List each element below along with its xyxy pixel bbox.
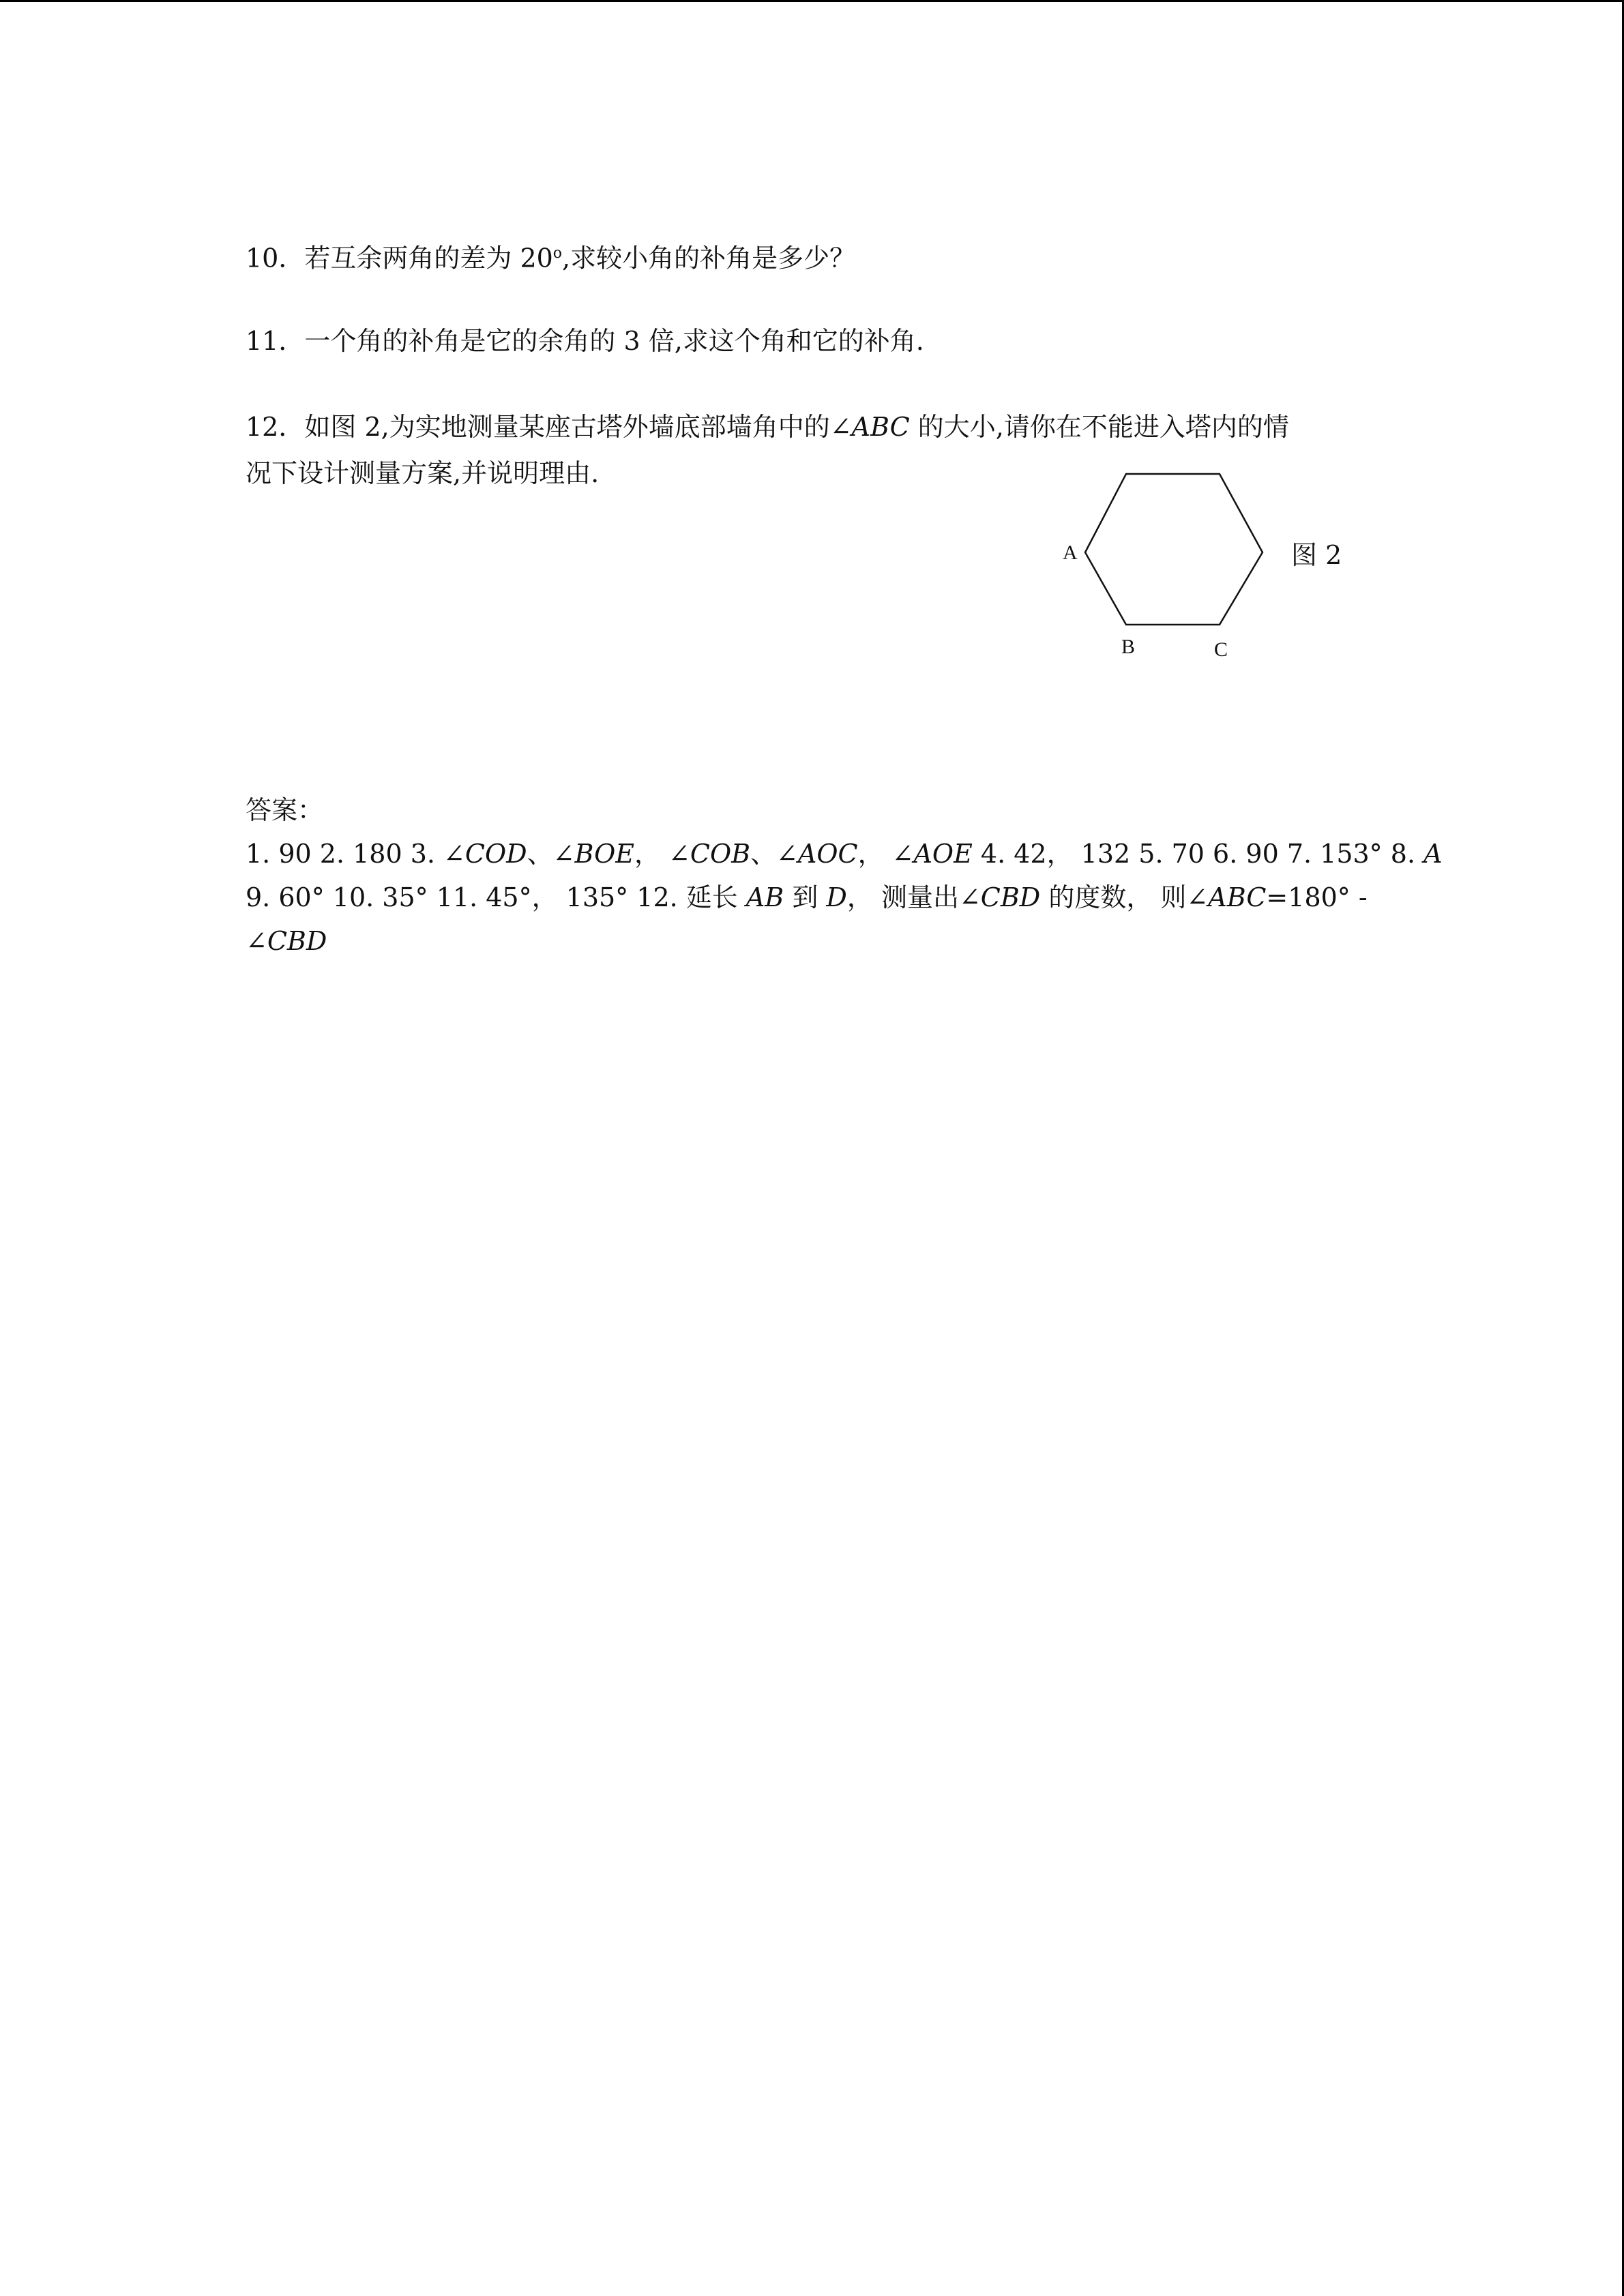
- answer-angle: BOE: [574, 839, 634, 869]
- hexagon-shape: [1085, 474, 1263, 625]
- answer-text: 4. 42， 132 5. 70 6. 90 7. 153° 8.: [972, 839, 1424, 869]
- answer-text: 、∠: [750, 839, 798, 869]
- answer-text: ， ∠: [634, 839, 690, 869]
- answer-angle: COB: [690, 839, 751, 869]
- question-12-text-b: 的大小,请你在不能进入塔内的情: [909, 412, 1289, 442]
- answer-angle: CBD: [267, 926, 327, 956]
- answer-angle: CBD: [980, 882, 1041, 912]
- vertex-label-b: B: [1121, 636, 1136, 658]
- answer-text: ∠: [246, 926, 267, 956]
- answer-text: ， 测量出∠: [846, 882, 981, 912]
- question-12-line-1: [246, 405, 1289, 449]
- answers-line-3: [246, 919, 327, 963]
- question-12-line-2: [246, 451, 599, 495]
- answers-line-2: [246, 876, 1368, 919]
- answer-text: 、∠: [527, 839, 575, 869]
- answer-text: 的度数， 则∠: [1040, 882, 1209, 912]
- question-11-text: 一个角的补角是它的余角的 3 倍,求这个角和它的补角.: [304, 326, 924, 356]
- question-12-text-a: 如图 2,为实地测量某座古塔外墙底部墙角中的∠: [304, 412, 852, 442]
- answer-point: D: [826, 882, 847, 912]
- vertex-label-c: C: [1214, 638, 1228, 661]
- answer-angle: AOE: [913, 839, 973, 869]
- question-10-text-end: ,求较小角的补角是多少？: [562, 243, 856, 273]
- degree-symbol: o: [552, 245, 563, 262]
- question-10: [246, 232, 855, 280]
- answer-choice: A: [1423, 839, 1443, 869]
- question-12-number: 12．: [246, 412, 305, 442]
- angle-name-abc: ABC: [851, 412, 910, 442]
- answer-text: 9. 60° 10. 35° 11. 45°， 135° 12. 延长: [246, 882, 746, 912]
- question-11: [246, 319, 924, 363]
- answer-angle: ABC: [1208, 882, 1267, 912]
- figure-caption: 图 2: [1291, 540, 1342, 570]
- answer-angle: COD: [464, 839, 527, 869]
- answer-text: 到: [784, 882, 827, 912]
- question-12-text-c: 况下设计测量方案,并说明理由.: [246, 458, 600, 488]
- question-10-text: 若互余两角的差为 20: [304, 243, 553, 273]
- vertex-label-a: A: [1063, 541, 1078, 564]
- answer-text: ， ∠: [857, 839, 914, 869]
- question-10-number: 10．: [246, 243, 305, 273]
- answers-title: 答案：: [246, 795, 324, 825]
- question-11-number: 11．: [246, 326, 305, 356]
- answers-line-1: [246, 832, 1443, 876]
- answer-text: =180° -: [1266, 882, 1368, 912]
- answer-segment: AB: [745, 882, 784, 912]
- answer-angle: AOC: [797, 839, 858, 869]
- answer-text: 1. 90 2. 180 3. ∠: [246, 839, 465, 869]
